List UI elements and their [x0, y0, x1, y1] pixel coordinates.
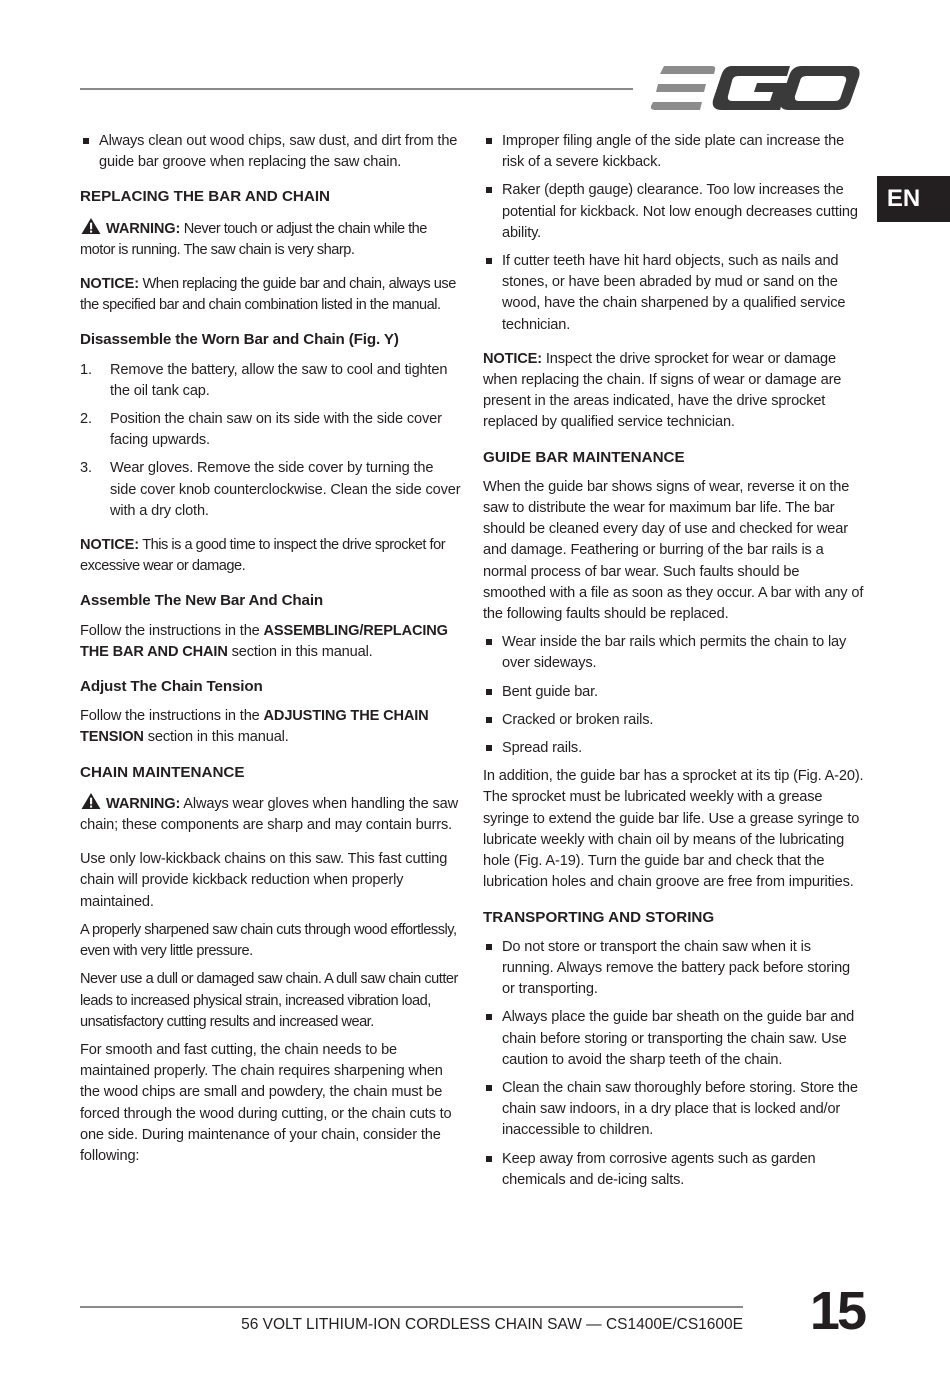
footer-rule — [80, 1306, 743, 1308]
adjust-reference: ADJUSTING THE CHAIN TENSION — [80, 708, 429, 746]
disassemble-steps — [80, 360, 462, 522]
assemble-paragraph — [80, 621, 462, 663]
warning-gloves — [80, 792, 462, 836]
notice-drive-sprocket — [483, 349, 865, 434]
bullet-list-transport — [483, 937, 865, 1191]
warning-triangle-icon — [80, 217, 102, 235]
paragraph-sharpened: A properly sharpened saw chain cuts through wood effortlessly, even with very little pressure. — [80, 921, 457, 960]
footer-product-title: 56 VOLT LITHIUM-ION CORDLESS CHAIN SAW — CS1400E/CS1600E — [241, 1316, 743, 1333]
heading-transporting-storing: TRANSPORTING AND STORING — [483, 908, 715, 926]
list-item: Cracked or broken rails. — [483, 710, 865, 731]
paragraph-guide-bar: When the guide bar shows signs of wear, reverse it on the saw to distribute the wear for maximum bar life. The bar should be cleaned every day of use and checked for wear and damage. Feathering or burring of the bar rails is a normal process of bar wear. Such faults should be smoothed with a file as soon as they occur. A bar with any of the following faults should be replaced. — [483, 478, 864, 623]
assemble-reference: ASSEMBLING/REPLACING THE BAR AND CHAIN — [80, 622, 448, 660]
list-item: Keep away from corrosive agents such as garden chemicals and de-icing salts. — [483, 1149, 865, 1191]
heading-replacing-bar-chain: REPLACING THE BAR AND CHAIN — [80, 188, 331, 206]
notice-label: NOTICE: — [80, 276, 139, 293]
list-item: Bent guide bar. — [483, 682, 865, 703]
heading-chain-maintenance: CHAIN MAINTENANCE — [80, 763, 245, 781]
page-number: 15 — [809, 1281, 864, 1341]
step-text: Remove the battery, allow the saw to cool and tighten the oil tank cap. — [110, 361, 448, 399]
list-item: Clean the chain saw thoroughly before storing. Store the chain saw indoors, in a dry place that is locked and/or inaccessible to children. — [483, 1078, 865, 1142]
list-item: If cutter teeth have hit hard objects, such as nails and stones, or have been abraded by mud or sand on the wood, have the chain sharpened by a qualified service technician. — [483, 251, 865, 336]
warning-label: WARNING: — [106, 795, 181, 812]
language-tab — [877, 176, 950, 222]
bullet-list-considerations — [483, 131, 865, 336]
heading-disassemble: Disassemble the Worn Bar and Chain (Fig. Y) — [80, 331, 399, 349]
notice-text: This is a good time to inspect the drive sprocket for excessive wear or damage. — [80, 537, 446, 575]
notice-text: Inspect the drive sprocket for wear or damage when replacing the chain. If signs of wear or damage are present in the areas indicated, have the drive sprocket replaced by qualified service technician. — [483, 350, 842, 431]
warning-replacing — [80, 217, 462, 261]
notice-label: NOTICE: — [80, 537, 139, 554]
step-item — [80, 409, 462, 451]
left-column — [80, 131, 462, 1180]
step-item — [80, 458, 462, 522]
ego-logo — [650, 62, 862, 114]
step-text: Position the chain saw on its side with the side cover facing upwards. — [110, 411, 442, 449]
adjust-post: section in this manual. — [143, 729, 289, 746]
paragraph-smooth-cutting: For smooth and fast cutting, the chain needs to be maintained properly. The chain requires sharpening when the wood chips are small and powdery, the chain must be forced through the wood during cutting, or the chain cuts to one side. During maintenance of your chain, consider the following: — [80, 1041, 452, 1164]
notice-text: When replacing the guide bar and chain, always use the specified bar and chain combination listed in the manual. — [80, 276, 456, 314]
warning-label: WARNING: — [106, 220, 181, 237]
assemble-pre: Follow the instructions in the — [80, 622, 264, 639]
step-number: 3. — [80, 460, 92, 477]
warning-text: Never touch or adjust the chain while the motor is running. The saw chain is very sharp. — [80, 220, 427, 258]
notice-sprocket — [80, 535, 462, 577]
paragraph-dull-chain: Never use a dull or damaged saw chain. A dull saw chain cutter leads to increased physical strain, increased vibration load, unsatisfactory cutting results and increased wear. — [80, 971, 458, 1030]
heading-adjust-tension: Adjust The Chain Tension — [80, 678, 263, 696]
bullet-list-faults — [483, 632, 865, 759]
step-number: 2. — [80, 411, 92, 428]
list-item: Always clean out wood chips, saw dust, and dirt from the guide bar groove when replacing the saw chain. — [80, 131, 462, 173]
heading-assemble: Assemble The New Bar And Chain — [80, 592, 324, 610]
list-item: Always place the guide bar sheath on the guide bar and chain before storing or transporting the chain saw. Use caution to avoid the sharp teeth of the chain. — [483, 1007, 865, 1071]
list-item: Raker (depth gauge) clearance. Too low increases the potential for kickback. Not low enough decreases cutting ability. — [483, 180, 865, 244]
right-column — [483, 131, 865, 1204]
assemble-post: section in this manual. — [227, 643, 373, 660]
list-item: Improper filing angle of the side plate can increase the risk of a severe kickback. — [483, 131, 865, 173]
adjust-paragraph — [80, 706, 462, 748]
language-tab-label: EN — [886, 185, 921, 212]
step-text: Wear gloves. Remove the side cover by turning the side cover knob counterclockwise. Clean the side cover with a dry cloth. — [110, 460, 461, 519]
bullet-list-clean — [80, 131, 462, 173]
list-item: Spread rails. — [483, 738, 865, 759]
warning-text: Always wear gloves when handling the saw chain; these components are sharp and may contain burrs. — [80, 795, 458, 834]
list-item: Wear inside the bar rails which permits the chain to lay over sideways. — [483, 632, 865, 674]
paragraph-low-kickback: Use only low-kickback chains on this saw. This fast cutting chain will provide kickback reduction when properly maintained. — [80, 851, 448, 910]
warning-triangle-icon — [80, 792, 102, 810]
step-item — [80, 360, 462, 402]
paragraph-sprocket-tip: In addition, the guide bar has a sprocket at its tip (Fig. A-20). The sprocket must be lubricated weekly with a grease syringe to extend the guide bar life. Use a grease syringe to lubricate weekly with chain oil by means of the lubricating hole (Fig. A-19). Turn the guide bar and check that the lubrication holes and chain groove are free from impurities. — [483, 768, 864, 891]
notice-replacing — [80, 274, 462, 316]
step-number: 1. — [80, 361, 92, 378]
header-rule — [80, 88, 633, 90]
notice-label: NOTICE: — [483, 350, 542, 367]
adjust-pre: Follow the instructions in the — [80, 708, 264, 725]
list-item: Do not store or transport the chain saw when it is running. Always remove the battery pack before storing or transporting. — [483, 937, 865, 1001]
heading-guide-bar-maintenance: GUIDE BAR MAINTENANCE — [483, 448, 685, 466]
